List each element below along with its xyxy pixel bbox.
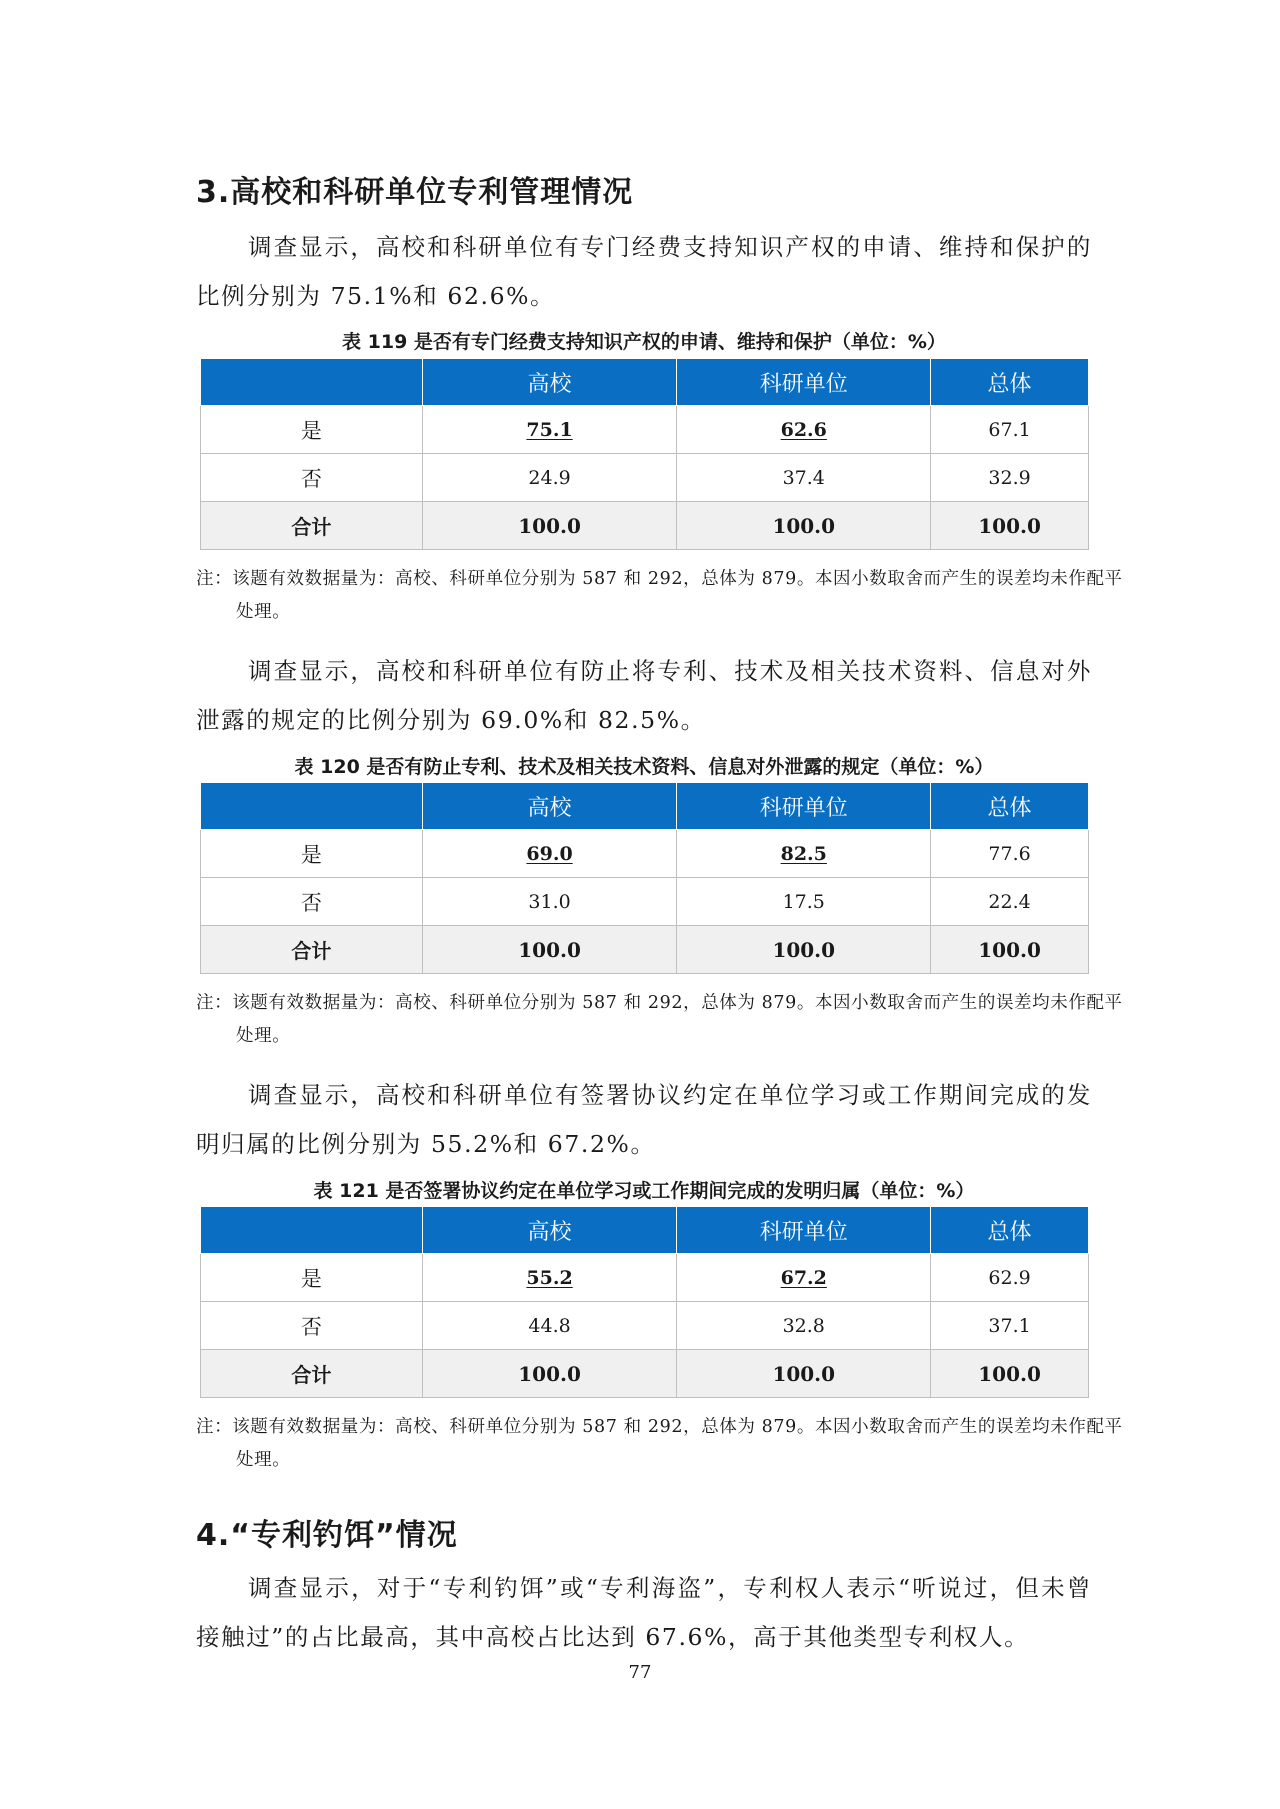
- header-cell: [201, 783, 423, 830]
- table-row: [201, 454, 1089, 502]
- header-cell: 总体: [931, 783, 1089, 830]
- table-cell: 100.0: [677, 926, 931, 974]
- row-label: 否: [201, 454, 423, 502]
- header-cell: [201, 1207, 423, 1254]
- data-table: [200, 358, 1089, 550]
- table-cell: 31.0: [422, 878, 677, 926]
- table-cell: [677, 406, 931, 454]
- row-label: 合计: [201, 1350, 423, 1398]
- cell-value: 69.0: [526, 842, 573, 865]
- table-cell: 100.0: [931, 502, 1089, 550]
- table-cell: 100.0: [931, 926, 1089, 974]
- cell-value: 75.1: [526, 418, 573, 441]
- paragraph: 调查显示，高校和科研单位有专门经费支持知识产权的申请、维持和保护的比例分别为 75.1%和 62.6%。: [196, 233, 1092, 310]
- header-cell: 科研单位: [677, 359, 931, 406]
- table-row: [201, 1302, 1089, 1350]
- cell-value: 62.6: [780, 418, 827, 441]
- row-label: 是: [201, 830, 423, 878]
- table-cell: 100.0: [422, 926, 677, 974]
- header-cell: 科研单位: [677, 1207, 931, 1254]
- table-cell: 62.9: [931, 1254, 1089, 1302]
- table-total-row: [201, 502, 1089, 550]
- table-cell: 32.9: [931, 454, 1089, 502]
- table-note: 注：该题有效数据量为：高校、科研单位分别为 587 和 292，总体为 879。本因小数取舍而产生的误差均未作配平处理。: [196, 993, 1123, 1046]
- table-cell: 100.0: [677, 1350, 931, 1398]
- table-cell: 77.6: [931, 830, 1089, 878]
- table-cell: [677, 830, 931, 878]
- table-total-row: [201, 926, 1089, 974]
- section-heading: 3.高校和科研单位专利管理情况: [196, 175, 634, 210]
- page-number: 77: [628, 1662, 652, 1683]
- paragraph: 调查显示，对于“专利钓饵”或“专利海盗”，专利权人表示“听说过，但未曾接触过”的占比最高，其中高校占比达到 67.6%，高于其他类型专利权人。: [196, 1574, 1092, 1651]
- table-cell: [422, 406, 677, 454]
- row-label: 是: [201, 406, 423, 454]
- table-row: [201, 406, 1089, 454]
- table-cell: 24.9: [422, 454, 677, 502]
- table-cell: [422, 1254, 677, 1302]
- cell-value: 67.2: [780, 1266, 827, 1289]
- table-cell: 100.0: [422, 502, 677, 550]
- table-total-row: [201, 1350, 1089, 1398]
- row-label: 是: [201, 1254, 423, 1302]
- table-cell: 67.1: [931, 406, 1089, 454]
- table-cell: 17.5: [677, 878, 931, 926]
- header-cell: 高校: [422, 1207, 677, 1254]
- table-caption: 表 121 是否签署协议约定在单位学习或工作期间完成的发明归属（单位：%）: [313, 1180, 975, 1202]
- section-heading: 4.“专利钓饵”情况: [196, 1518, 458, 1553]
- table-header-row: [201, 1207, 1089, 1254]
- table-note: 注：该题有效数据量为：高校、科研单位分别为 587 和 292，总体为 879。本因小数取舍而产生的误差均未作配平处理。: [196, 1417, 1123, 1470]
- cell-value: 55.2: [526, 1266, 573, 1289]
- header-cell: 高校: [422, 359, 677, 406]
- data-table: [200, 1206, 1089, 1398]
- table-row: [201, 830, 1089, 878]
- table-cell: 100.0: [677, 502, 931, 550]
- table-cell: 32.8: [677, 1302, 931, 1350]
- table-cell: 22.4: [931, 878, 1089, 926]
- cell-value: 82.5: [780, 842, 827, 865]
- table-header-row: [201, 783, 1089, 830]
- table-row: [201, 1254, 1089, 1302]
- header-cell: [201, 359, 423, 406]
- paragraph: 调查显示，高校和科研单位有防止将专利、技术及相关技术资料、信息对外泄露的规定的比例分别为 69.0%和 82.5%。: [196, 657, 1092, 734]
- table-caption: 表 119 是否有专门经费支持知识产权的申请、维持和保护（单位：%）: [342, 331, 946, 353]
- table-cell: 100.0: [931, 1350, 1089, 1398]
- table-caption: 表 120 是否有防止专利、技术及相关技术资料、信息对外泄露的规定（单位：%）: [294, 756, 994, 778]
- row-label: 合计: [201, 926, 423, 974]
- header-cell: 高校: [422, 783, 677, 830]
- table-row: [201, 878, 1089, 926]
- header-cell: 科研单位: [677, 783, 931, 830]
- table-cell: 44.8: [422, 1302, 677, 1350]
- table-cell: 100.0: [422, 1350, 677, 1398]
- row-label: 否: [201, 878, 423, 926]
- table-cell: 37.4: [677, 454, 931, 502]
- table-cell: [422, 830, 677, 878]
- row-label: 合计: [201, 502, 423, 550]
- table-note: 注：该题有效数据量为：高校、科研单位分别为 587 和 292，总体为 879。本因小数取舍而产生的误差均未作配平处理。: [196, 569, 1123, 622]
- row-label: 否: [201, 1302, 423, 1350]
- table-header-row: [201, 359, 1089, 406]
- header-cell: 总体: [931, 359, 1089, 406]
- table-cell: 37.1: [931, 1302, 1089, 1350]
- table-cell: [677, 1254, 931, 1302]
- data-table: [200, 782, 1089, 974]
- paragraph: 调查显示，高校和科研单位有签署协议约定在单位学习或工作期间完成的发明归属的比例分别为 55.2%和 67.2%。: [196, 1081, 1092, 1158]
- header-cell: 总体: [931, 1207, 1089, 1254]
